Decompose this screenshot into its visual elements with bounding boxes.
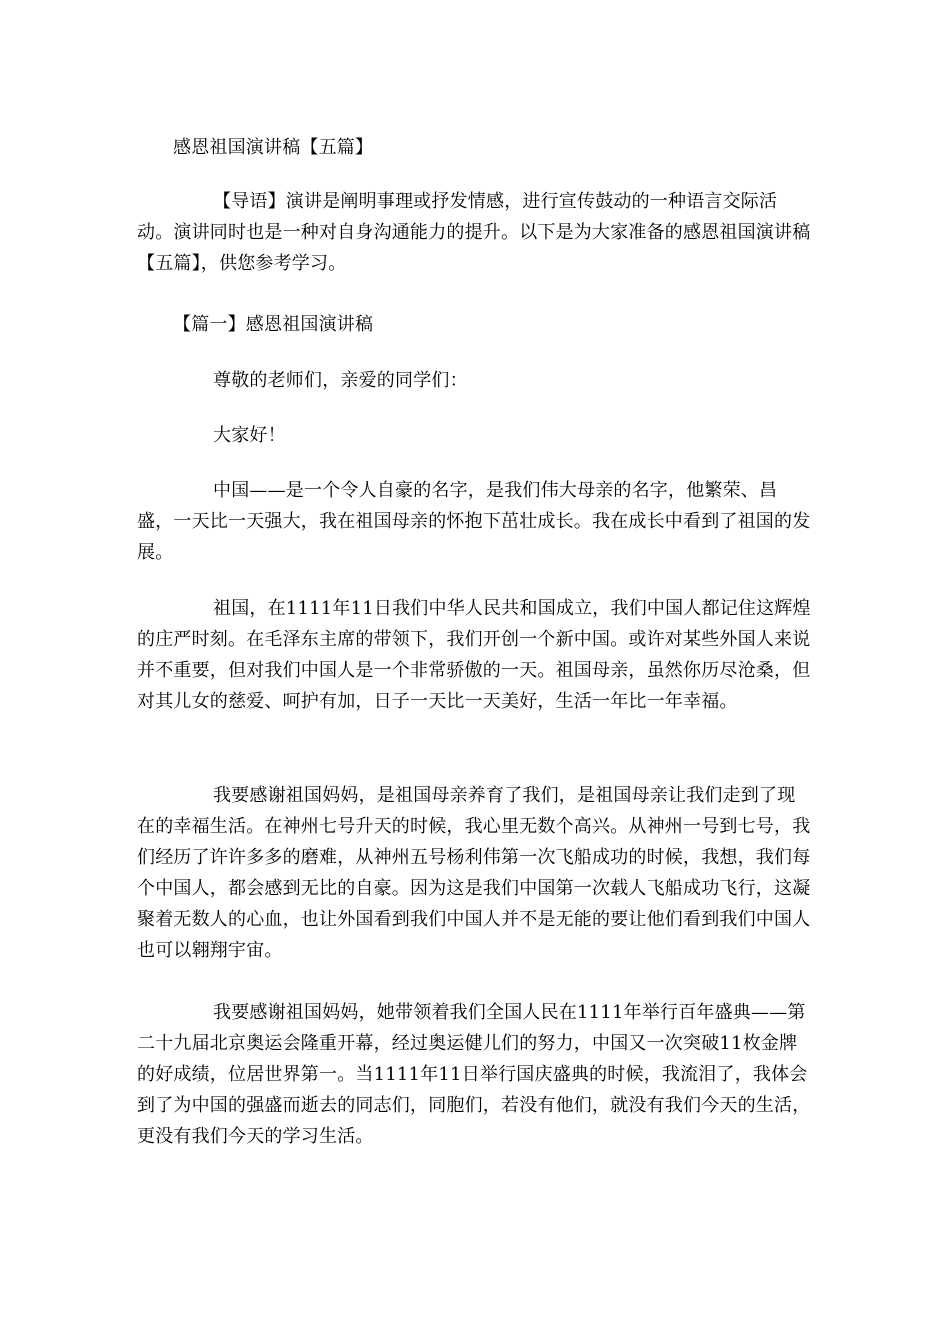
section-heading: 【篇一】感恩祖国演讲稿 xyxy=(173,314,374,335)
body-paragraph-2: 祖国，在1111年11日我们中华人民共和国成立，我们中国人都记住这辉煌的庄严时刻。在毛泽东主席的带领下，我们开创一个新中国。或许对某些外国人来说并不重要，但对我们中国人是一个非常骄傲的一天。祖国母亲，虽然你历尽沧桑，但对其儿女的慈爱、呵护有加，日子一天比一天美好，生活一年比一年幸福。 xyxy=(137,598,811,712)
body-paragraph-3: 我要感谢祖国妈妈，是祖国母亲养育了我们，是祖国母亲让我们走到了现在的幸福生活。在神州七号升天的时候，我心里无数个高兴。从神州一号到七号，我们经历了许许多多的磨难，从神州五号杨利伟第一次飞船成功的时候，我想，我们每个中国人，都会感到无比的自豪。因为这是我们中国第一次载人飞船成功飞行，这凝聚着无数人的心血，也让外国看到我们中国人并不是无能的要让他们看到我们中国人也可以翱翔宇宙。 xyxy=(137,785,811,961)
document-title: 感恩祖国演讲稿【五篇】 xyxy=(173,137,374,158)
salutation: 尊敬的老师们，亲爱的同学们： xyxy=(213,370,468,391)
body-paragraph-4: 我要感谢祖国妈妈，她带领着我们全国人民在1111年举行百年盛典——第二十九届北京奥运会隆重开幕，经过奥运健儿们的努力，中国又一次突破11枚金牌的好成绩，位居世界第一。当1111年11日举行国庆盛典的时候，我流泪了，我体会到了为中国的强盛而逝去的同志们，同胞们，若没有他们，就没有我们今天的生活，更没有我们今天的学习生活。 xyxy=(137,1002,811,1147)
body-paragraph-1: 中国——是一个令人自豪的名字，是我们伟大母亲的名字，他繁荣、昌盛，一天比一天强大，我在祖国母亲的怀抱下茁壮成长。我在成长中看到了祖国的发展。 xyxy=(137,480,811,563)
intro-paragraph: 【导语】演讲是阐明事理或抒发情感，进行宣传鼓动的一种语言交际活动。演讲同时也是一种对自身沟通能力的提升。以下是为大家准备的感恩祖国演讲稿【五篇】，供您参考学习。 xyxy=(137,191,811,274)
greeting: 大家好！ xyxy=(213,425,286,446)
